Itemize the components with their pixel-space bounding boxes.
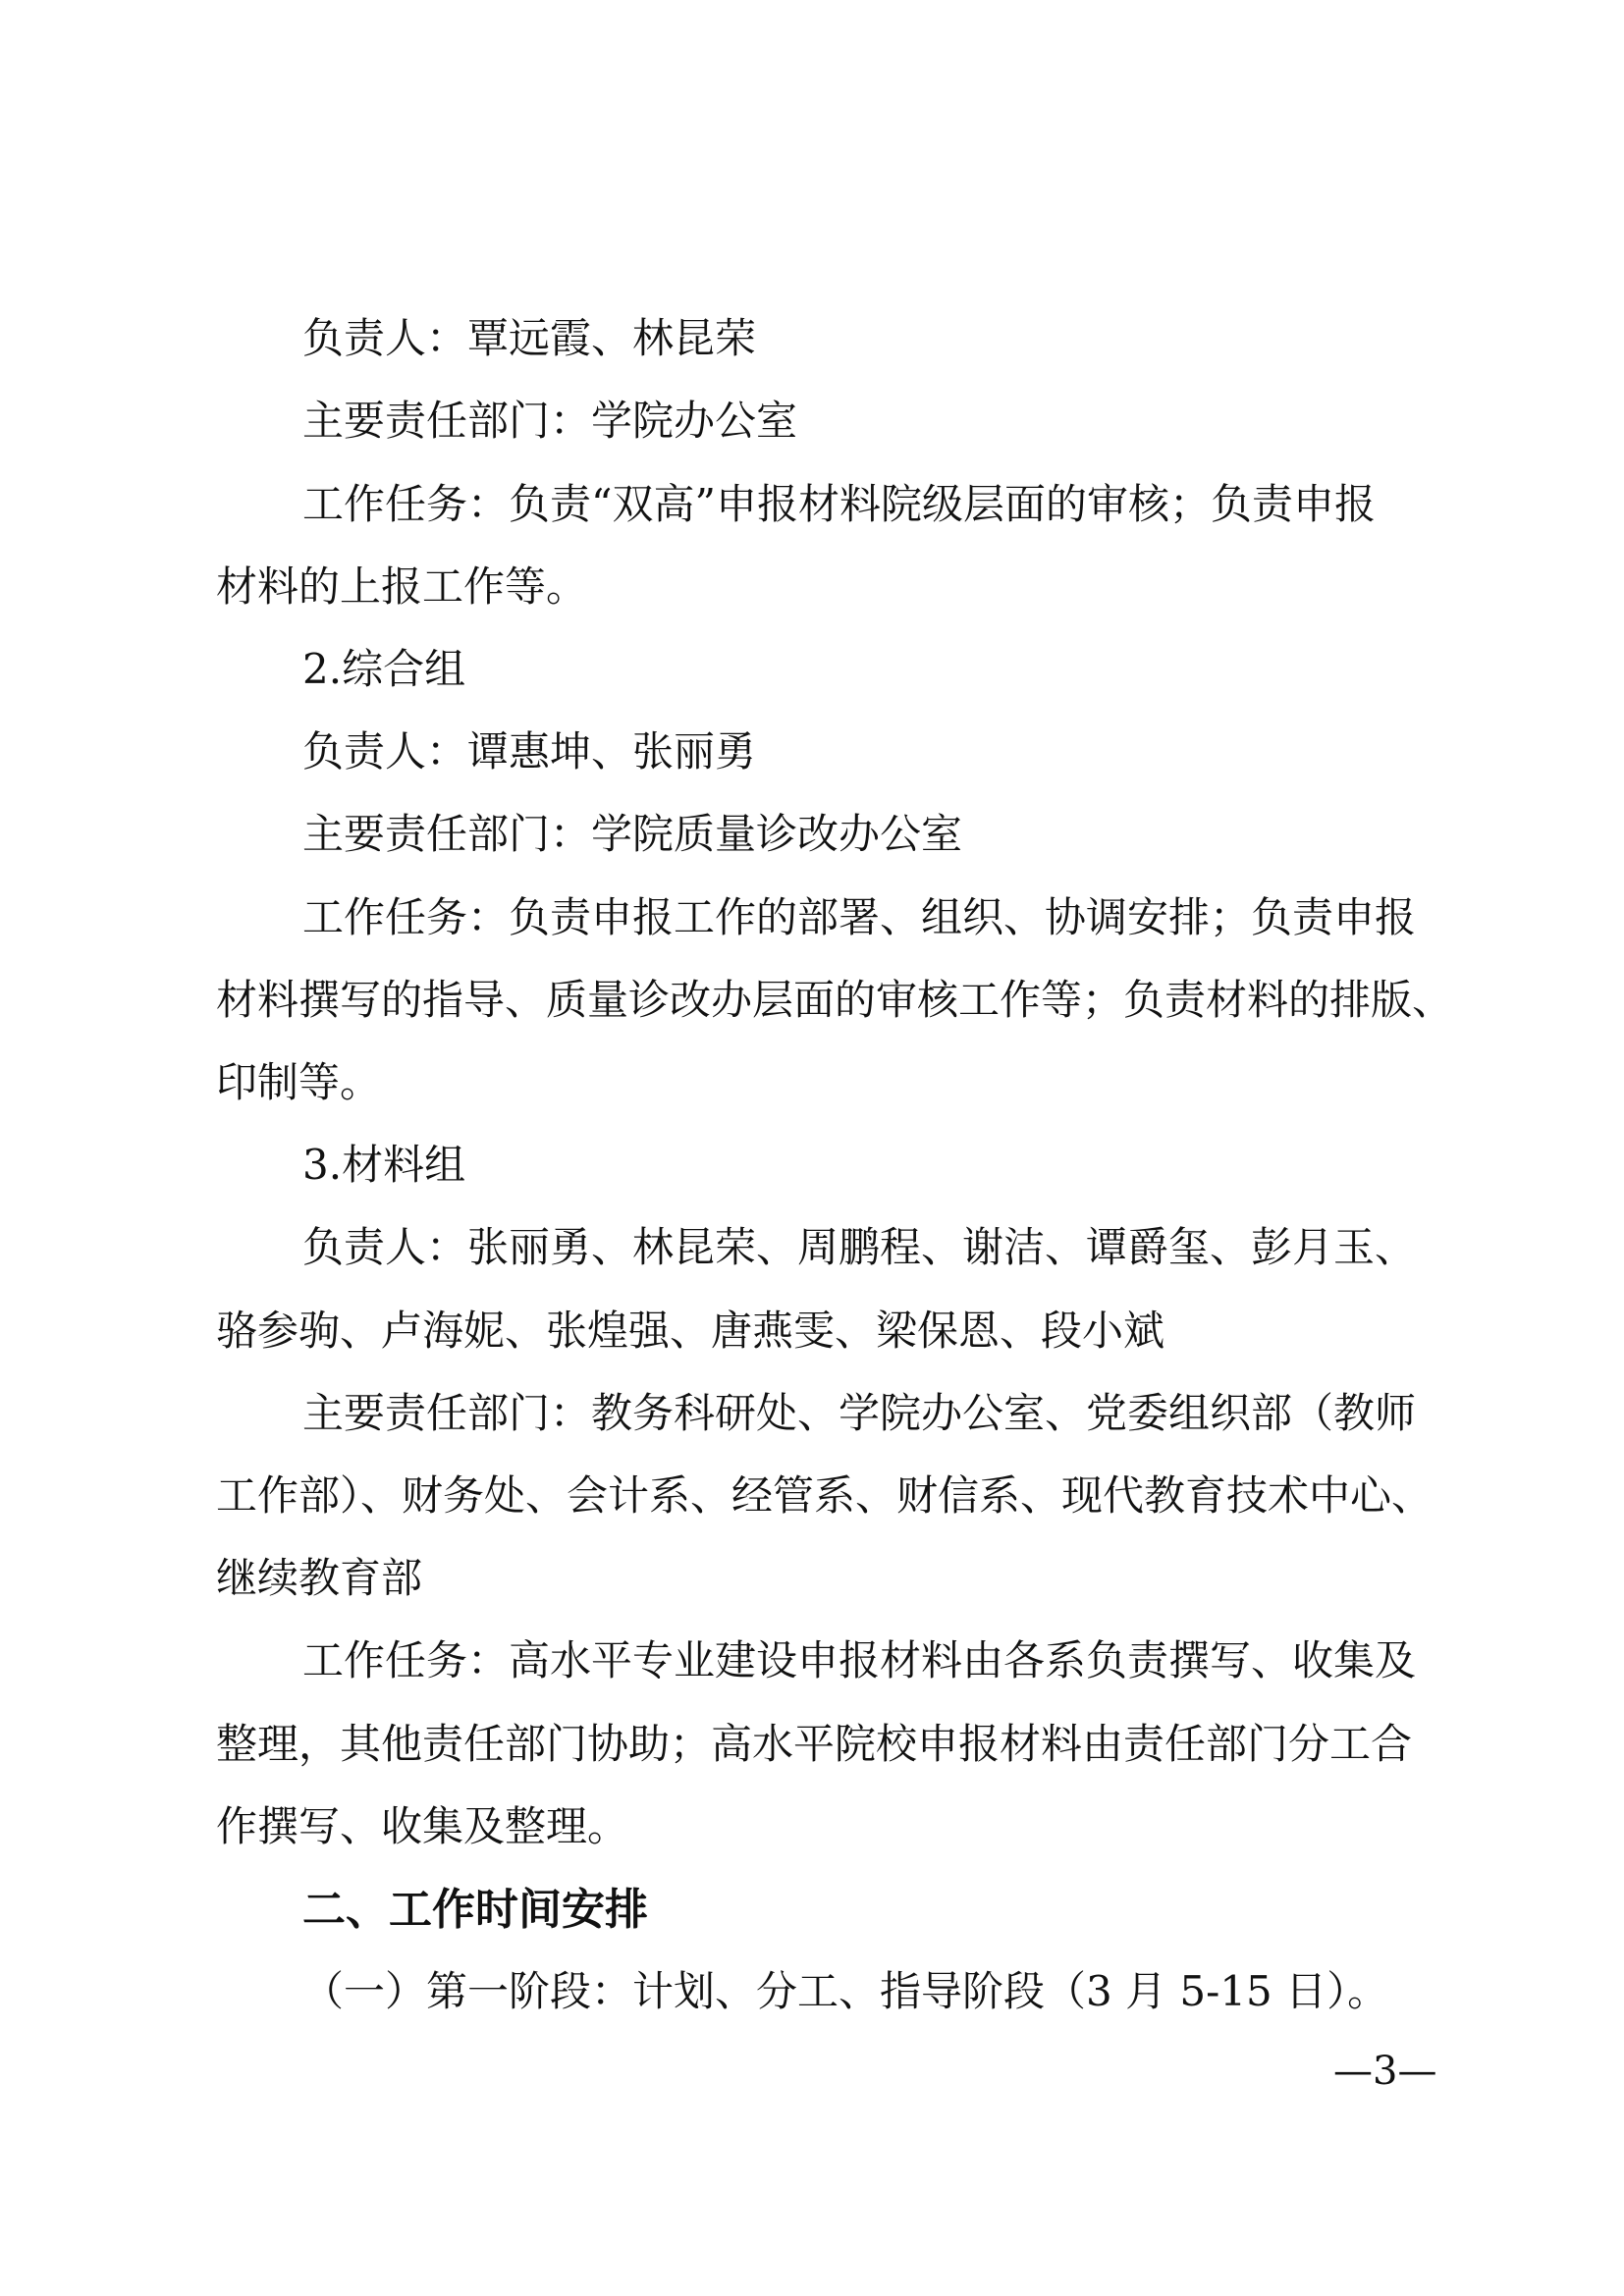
group3-task-line1: 工作任务：高水平专业建设申报材料由各系负责撰写、收集及: [302, 1636, 1417, 1684]
schedule-heading: 二、工作时间安排: [302, 1885, 648, 1935]
group3-department-line2: 工作部）、财务处、会计系、经管系、财信系、现代教育技术中心、: [216, 1471, 1434, 1520]
page-number: —3—: [1333, 2049, 1437, 2094]
group3-title: 3.材料组: [302, 1141, 466, 1189]
group3-task-line2: 整理，其他责任部门协助；高水平院校申报材料由责任部门分工合: [216, 1720, 1413, 1768]
group1-task-line1: 工作任务：负责“双高”申报材料院级层面的审核；负责申报: [302, 480, 1376, 528]
group1-leader: 负责人：覃远霞、林昆荣: [302, 314, 757, 362]
group3-leader-line1: 负责人：张丽勇、林昆荣、周鹏程、谢洁、谭爵玺、彭月玉、: [302, 1223, 1417, 1271]
group3-leader-line2: 骆参驹、卢海妮、张煌强、唐燕雯、梁保恩、段小斌: [216, 1307, 1165, 1355]
group1-task-line2: 材料的上报工作等。: [216, 562, 588, 611]
group3-task-line3: 作撰写、收集及整理。: [216, 1802, 629, 1850]
group2-department: 主要责任部门：学院质量诊改办公室: [302, 810, 963, 858]
group3-department-line1: 主要责任部门：教务科研处、学院办公室、党委组织部（教师: [302, 1389, 1417, 1437]
group2-task-line2: 材料撰写的指导、质量诊改办层面的审核工作等；负责材料的排版、: [216, 976, 1454, 1024]
group1-department: 主要责任部门：学院办公室: [302, 397, 798, 445]
group2-title: 2.综合组: [302, 645, 466, 693]
group2-task-line3: 印制等。: [216, 1058, 382, 1106]
group2-leader: 负责人：谭惠坤、张丽勇: [302, 727, 757, 775]
group2-task-line1: 工作任务：负责申报工作的部署、组织、协调安排；负责申报: [302, 893, 1417, 941]
group3-department-line3: 继续教育部: [216, 1554, 423, 1602]
schedule-phase1: （一）第一阶段：计划、分工、指导阶段（3 月 5-15 日）。: [302, 1967, 1389, 2015]
